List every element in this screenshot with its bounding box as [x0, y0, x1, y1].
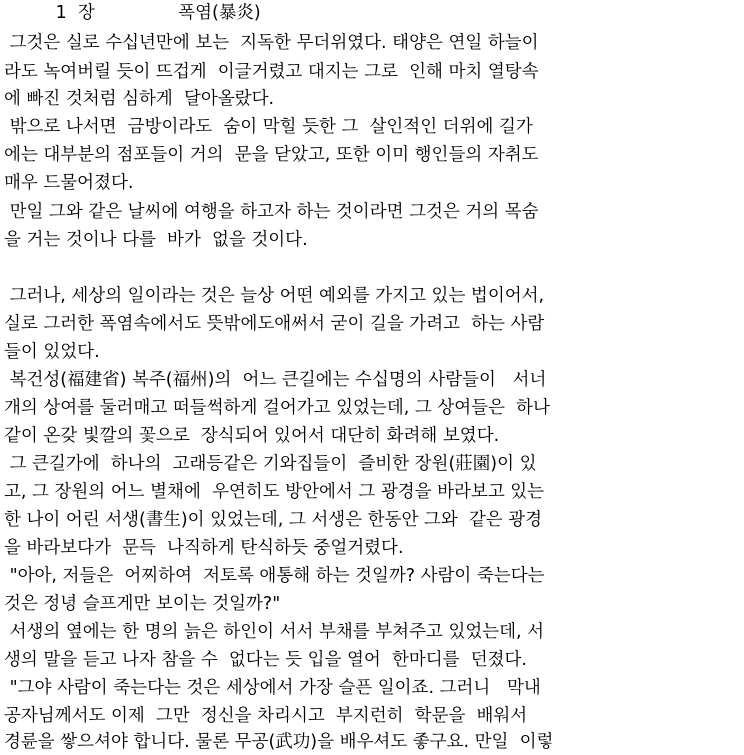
text-line: 에는 대부분의 점포들이 거의 문을 닫았고, 또한 이미 행인들의 자취도: [4, 145, 539, 165]
text-line: 그 큰길가에 하나의 고래등같은 기와집들이 즐비한 장원(莊園)이 있: [4, 454, 537, 474]
text-line: 같이 온갖 빛깔의 꽃으로 장식되어 있어서 대단히 화려해 보였다.: [4, 426, 500, 446]
text-line: 개의 상여를 둘러매고 떠들썩하게 걸어가고 있었는데, 그 상여들은 하나: [4, 398, 550, 418]
text-line: 공자님께서도 이제 그만 정신을 차리시고 부지런히 학문을 배워서: [4, 706, 528, 726]
text-line: 것은 정녕 슬프게만 보이는 것일까?": [4, 594, 281, 614]
text-line: "그야 사람이 죽는다는 것은 세상에서 가장 슬픈 일이죠. 그러니 막내: [4, 678, 541, 698]
text-line: 경륜을 쌓으셔야 합니다. 물론 무공(武功)을 배우셔도 좋구요. 만일 이렇: [4, 732, 554, 752]
text-line: 라도 녹여버릴 듯이 뜨겁게 이글거렸고 대지는 그로 인해 마치 열탕속: [4, 62, 539, 82]
text-line: 그러나, 세상의 일이라는 것은 늘상 어떤 예외를 가지고 있는 법이어서,: [4, 286, 545, 306]
text-line: 생의 말을 듣고 나자 참을 수 없다는 듯 입을 열어 한마디를 던졌다.: [4, 650, 527, 670]
text-line: 을 거는 것이나 다를 바가 없을 것이다.: [4, 230, 308, 250]
text-line: 한 나이 어린 서생(書生)이 있었는데, 그 서생은 한동안 그와 같은 광경: [4, 510, 543, 530]
text-line: 밖으로 나서면 금방이라도 숨이 막힐 듯한 그 살인적인 더위에 길가: [4, 117, 533, 137]
text-line: "아아, 저들은 어찌하여 저토록 애통해 하는 것일까? 사람이 죽는다는: [4, 566, 545, 586]
chapter-title: 1 장 폭염(暴炎): [0, 3, 261, 23]
text-line: 그것은 실로 수십년만에 보는 지독한 무더위였다. 태양은 연일 하늘이: [4, 33, 539, 53]
text-line: 서생의 옆에는 한 명의 늙은 하인이 서서 부채를 부쳐주고 있었는데, 서: [4, 622, 545, 642]
text-line: 고, 그 장원의 어느 별채에 우연히도 방안에서 그 광경을 바라보고 있는: [4, 482, 545, 502]
text-line: 에 빠진 것처럼 심하게 달아올랐다.: [4, 89, 275, 109]
text-line: 실로 그러한 폭염속에서도 뜻밖에도애써서 굳이 길을 가려고 하는 사람: [4, 314, 545, 334]
text-line: 들이 있었다.: [4, 342, 100, 362]
text-line: 만일 그와 같은 날씨에 여행을 하고자 하는 것이라면 그것은 거의 목숨: [4, 202, 539, 222]
text-line: 을 바라보다가 문득 나직하게 탄식하듯 중얼거렸다.: [4, 538, 404, 558]
text-line: 매우 드물어졌다.: [4, 173, 134, 193]
text-line: 복건성(福建省) 복주(福州)의 어느 큰길에는 수십명의 사람들이 서너: [4, 370, 547, 390]
